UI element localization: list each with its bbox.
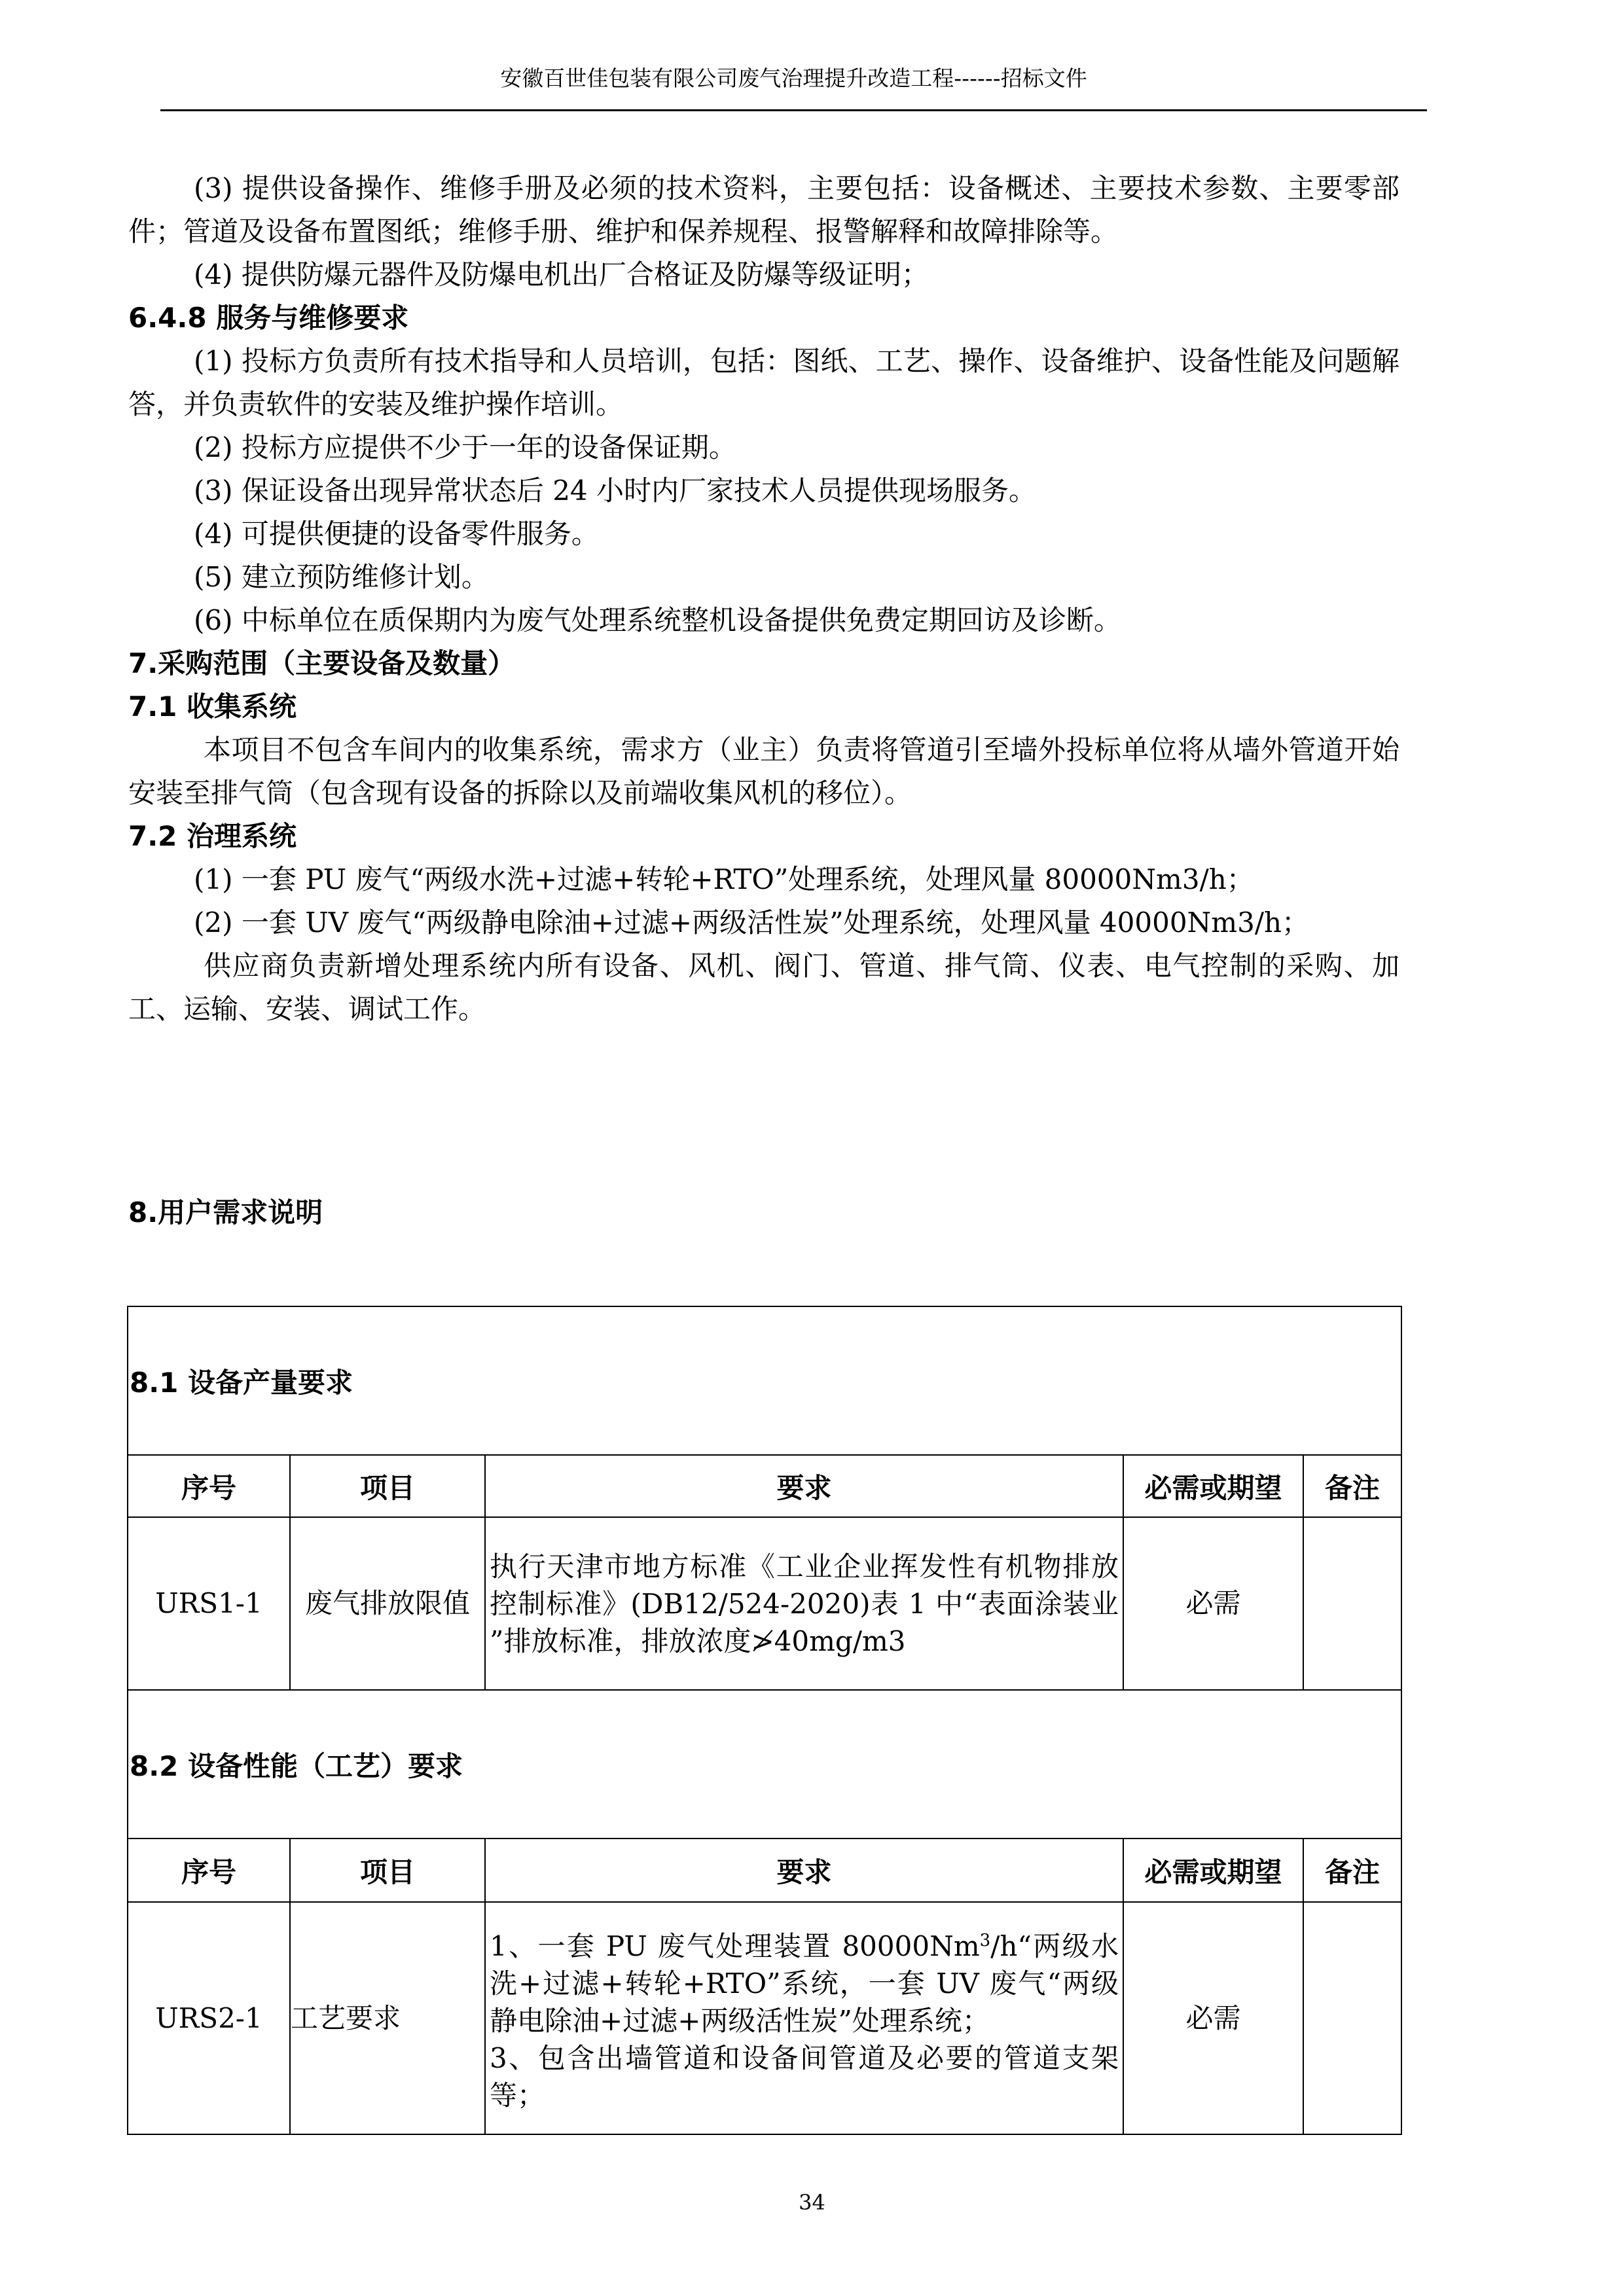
header-note: 备注 [1303, 1455, 1401, 1517]
heading-7-2: 7.2 治理系统 [128, 820, 297, 852]
paragraph-service-5: (5) 建立预防维修计划。 [194, 561, 489, 593]
page-number: 34 [799, 2190, 825, 2215]
header-item: 项目 [290, 1455, 485, 1517]
header-rule [160, 109, 1427, 111]
heading-8: 8.用户需求说明 [128, 1196, 323, 1229]
header-row-8-1 [128, 1455, 1401, 1517]
page-header: 安徽百世佳包装有限公司废气治理提升改造工程------招标文件 [500, 65, 1087, 91]
table-row [128, 1902, 1401, 2134]
requirement-text-part1: 1、一套 PU 废气处理装置 80000Nm [490, 1930, 980, 1962]
paragraph-service-2: (2) 投标方应提供不少于一年的设备保证期。 [194, 431, 736, 463]
requirement-text-part2: /h“两级水洗+过滤+转轮+RTO”系统，一套 UV 废气“两级静电除油+过滤+两级活性炭”处理系统； [490, 1930, 1119, 2037]
heading-6-4-8: 6.4.8 服务与维修要求 [128, 302, 409, 334]
section-row-8-1 [128, 1306, 1401, 1455]
header-no: 序号 [128, 1839, 290, 1902]
paragraph-treatment-2: (2) 一套 UV 废气“两级静电除油+过滤+两级活性炭”处理系统，处理风量 40000Nm3/h； [194, 906, 1310, 939]
header-must-or-expect: 必需或期望 [1123, 1839, 1303, 1902]
header-requirement: 要求 [485, 1839, 1123, 1902]
section-title-8-2: 8.2 设备性能（工艺）要求 [128, 1690, 1401, 1839]
paragraph-service-3: (3) 保证设备出现异常状态后 24 小时内厂家技术人员提供现场服务。 [194, 475, 1036, 507]
requirement-text-part3: 3、包含出墙管道和设备间管道及必要的管道支架等； [490, 2042, 1119, 2111]
section-title-8-1: 8.1 设备产量要求 [128, 1306, 1401, 1455]
header-requirement: 要求 [485, 1455, 1123, 1517]
paragraph-service-4: (4) 可提供便捷的设备零件服务。 [194, 518, 599, 550]
cell-requirement [485, 1902, 1123, 2134]
paragraph-service-6: (6) 中标单位在质保期内为废气处理系统整机设备提供免费定期回访及诊断。 [194, 604, 1121, 636]
cell-note [1303, 1902, 1401, 2134]
cell-requirement: 执行天津市地方标准《工业企业挥发性有机物排放 控制标准》(DB12/524-2020)表 1 中“表面涂装业 ”排放标准，排放浓度≯40mg/m3 [485, 1517, 1123, 1690]
paragraph-service-1: (1) 投标方负责所有技术指导和人员培训，包括：图纸、工艺、操作、设备维护、设备性能及问题解答，并负责软件的安装及维护操作培训。 [128, 345, 1399, 420]
cell-item: 工艺要求 [290, 1902, 485, 2134]
cell-must: 必需 [1123, 1902, 1303, 2134]
paragraph-treatment-1: (1) 一套 PU 废气“两级水洗+过滤+转轮+RTO”处理系统，处理风量 80000Nm3/h； [194, 863, 1254, 895]
header-must-or-expect: 必需或期望 [1123, 1455, 1303, 1517]
user-requirements-table [127, 1306, 1402, 2135]
paragraph-manuals: (3) 提供设备操作、维修手册及必须的技术资料，主要包括：设备概述、主要技术参数、主要零部件；管道及设备布置图纸；维修手册、维护和保养规程、报警解释和故障排除等。 [128, 172, 1399, 247]
cell-must: 必需 [1123, 1517, 1303, 1690]
superscript-3: 3 [979, 1931, 991, 1950]
header-row-8-2 [128, 1839, 1401, 1902]
header-item: 项目 [290, 1839, 485, 1902]
cell-note [1303, 1517, 1401, 1690]
header-no: 序号 [128, 1455, 290, 1517]
document-body [128, 167, 1399, 1031]
header-note: 备注 [1303, 1839, 1401, 1902]
heading-7-1: 7.1 收集系统 [128, 691, 297, 723]
heading-7: 7.采购范围（主要设备及数量） [128, 647, 516, 679]
table-row [128, 1517, 1401, 1690]
section-row-8-2 [128, 1690, 1401, 1839]
cell-item: 废气排放限值 [290, 1517, 485, 1690]
paragraph-collection-system: 本项目不包含车间内的收集系统，需求方（业主）负责将管道引至墙外投标单位将从墙外管道开始安装至排气筒（包含现有设备的拆除以及前端收集风机的移位）。 [128, 734, 1399, 809]
paragraph-supplier-scope: 供应商负责新增处理系统内所有设备、风机、阀门、管道、排气筒、仪表、电气控制的采购、加工、运输、安装、调试工作。 [128, 950, 1399, 1025]
paragraph-explosion-proof: (4) 提供防爆元器件及防爆电机出厂合格证及防爆等级证明； [194, 259, 929, 291]
cell-no: URS2-1 [128, 1902, 290, 2134]
cell-no: URS1-1 [128, 1517, 290, 1690]
